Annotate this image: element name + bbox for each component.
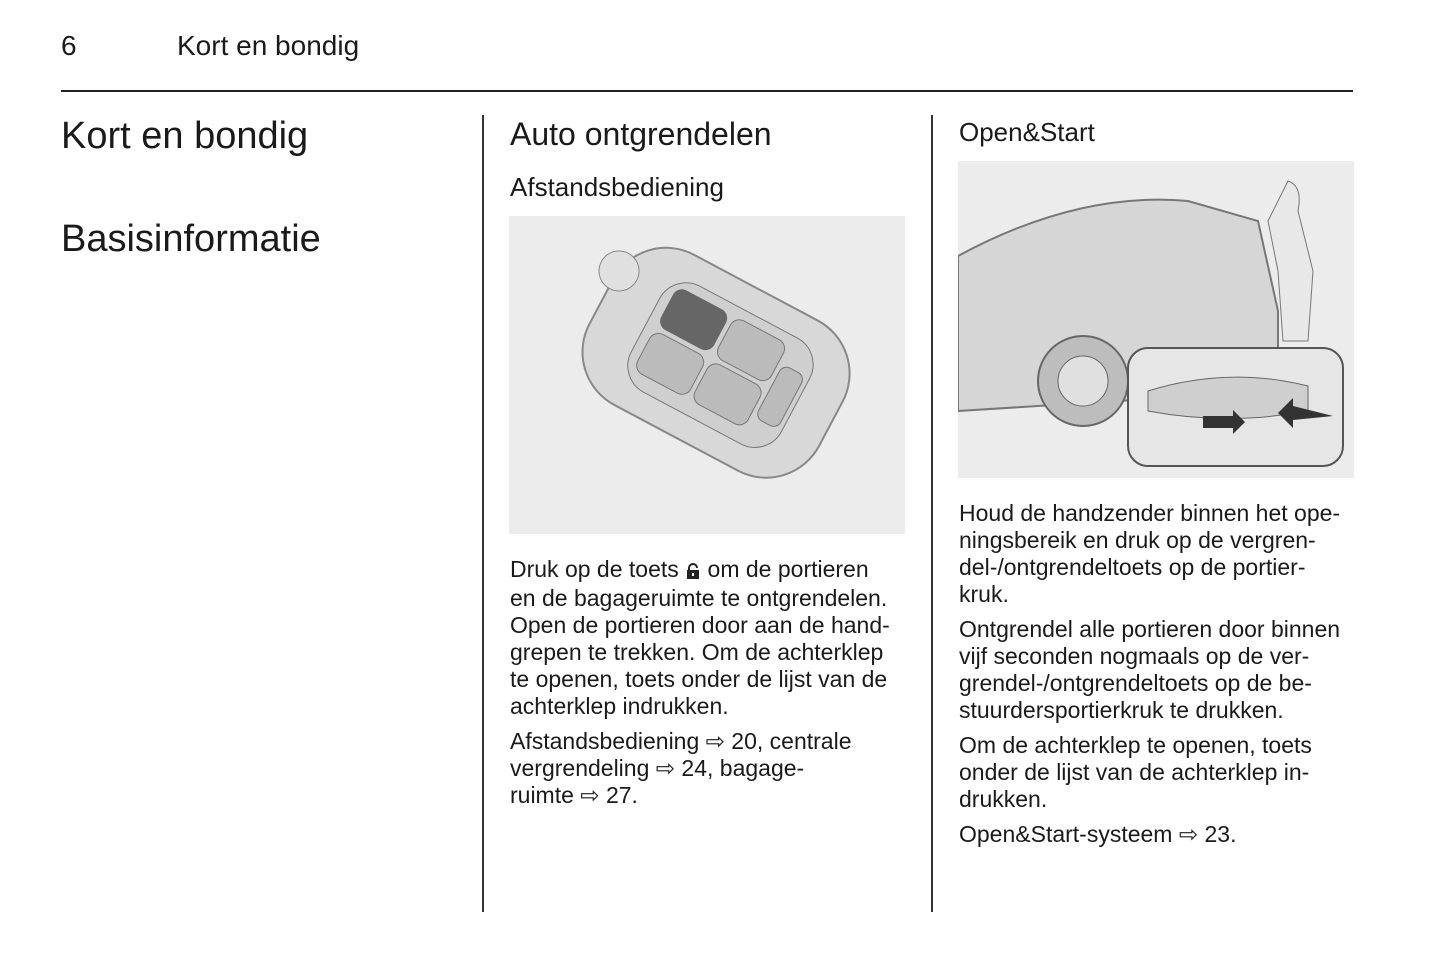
column-divider [931, 115, 933, 912]
chapter-title: Kort en bondig [61, 115, 309, 157]
text-line: Open de portieren door aan de hand- [510, 612, 890, 638]
column-divider [482, 115, 484, 912]
cross-reference[interactable]: ruimte ⇨ 27. [510, 782, 638, 808]
text-line: achterklep indrukken. [510, 693, 729, 719]
text-line: drukken. [959, 786, 1048, 812]
text-line: kruk. [959, 581, 1009, 607]
text-line: en de bagageruimte te ontgrendelen. [510, 585, 888, 611]
text-line: grepen te trekken. Om de achterklep [510, 639, 884, 665]
text-line: ningsbereik en druk op de vergren- [959, 527, 1316, 553]
paragraph-open-start-3 [959, 732, 1359, 813]
lock-icon [685, 558, 701, 585]
text: Druk op de toets [510, 556, 679, 582]
text-line: stuurdersportierkruk te drukken. [959, 697, 1284, 723]
text-line: del-/ontgrendeltoets op de portier- [959, 554, 1306, 580]
text-line: grendel-/ontgrendeltoets op de be- [959, 670, 1312, 696]
key-fob-illustration [509, 216, 905, 534]
paragraph-open-start-reference [959, 821, 1359, 848]
text-line: Houd de handzender binnen het ope- [959, 500, 1341, 526]
cross-reference[interactable]: vergrendeling ⇨ 24, bagage- [510, 755, 805, 781]
page-number: 6 [61, 30, 77, 61]
heading-open-start: Open&Start [959, 117, 1095, 147]
running-title: Kort en bondig [177, 30, 360, 61]
text-line: Ontgrendel alle portieren door binnen [959, 616, 1341, 642]
cross-reference[interactable]: Open&Start-systeem ⇨ 23. [959, 821, 1237, 847]
paragraph-open-start-2 [959, 616, 1359, 724]
text-line: te openen, toets onder de lijst van de [510, 666, 888, 692]
text-line: onder de lijst van de achterklep in- [959, 759, 1310, 785]
paragraph-references [510, 728, 910, 809]
header-rule [61, 90, 1353, 92]
car-door-handle-illustration [958, 161, 1354, 478]
text-line: Om de achterklep te openen, toets [959, 732, 1312, 758]
heading-auto-ontgrendelen: Auto ontgrendelen [510, 116, 772, 152]
subheading-afstandsbediening: Afstandsbediening [510, 172, 724, 202]
text: om de portieren [707, 556, 869, 582]
text-line: vijf seconden nogmaals op de ver- [959, 643, 1310, 669]
paragraph-open-start-1 [959, 500, 1359, 608]
section-title: Basisinformatie [61, 218, 321, 260]
paragraph-unlock [510, 556, 910, 720]
cross-reference[interactable]: Afstandsbediening ⇨ 20, centrale [510, 728, 852, 754]
